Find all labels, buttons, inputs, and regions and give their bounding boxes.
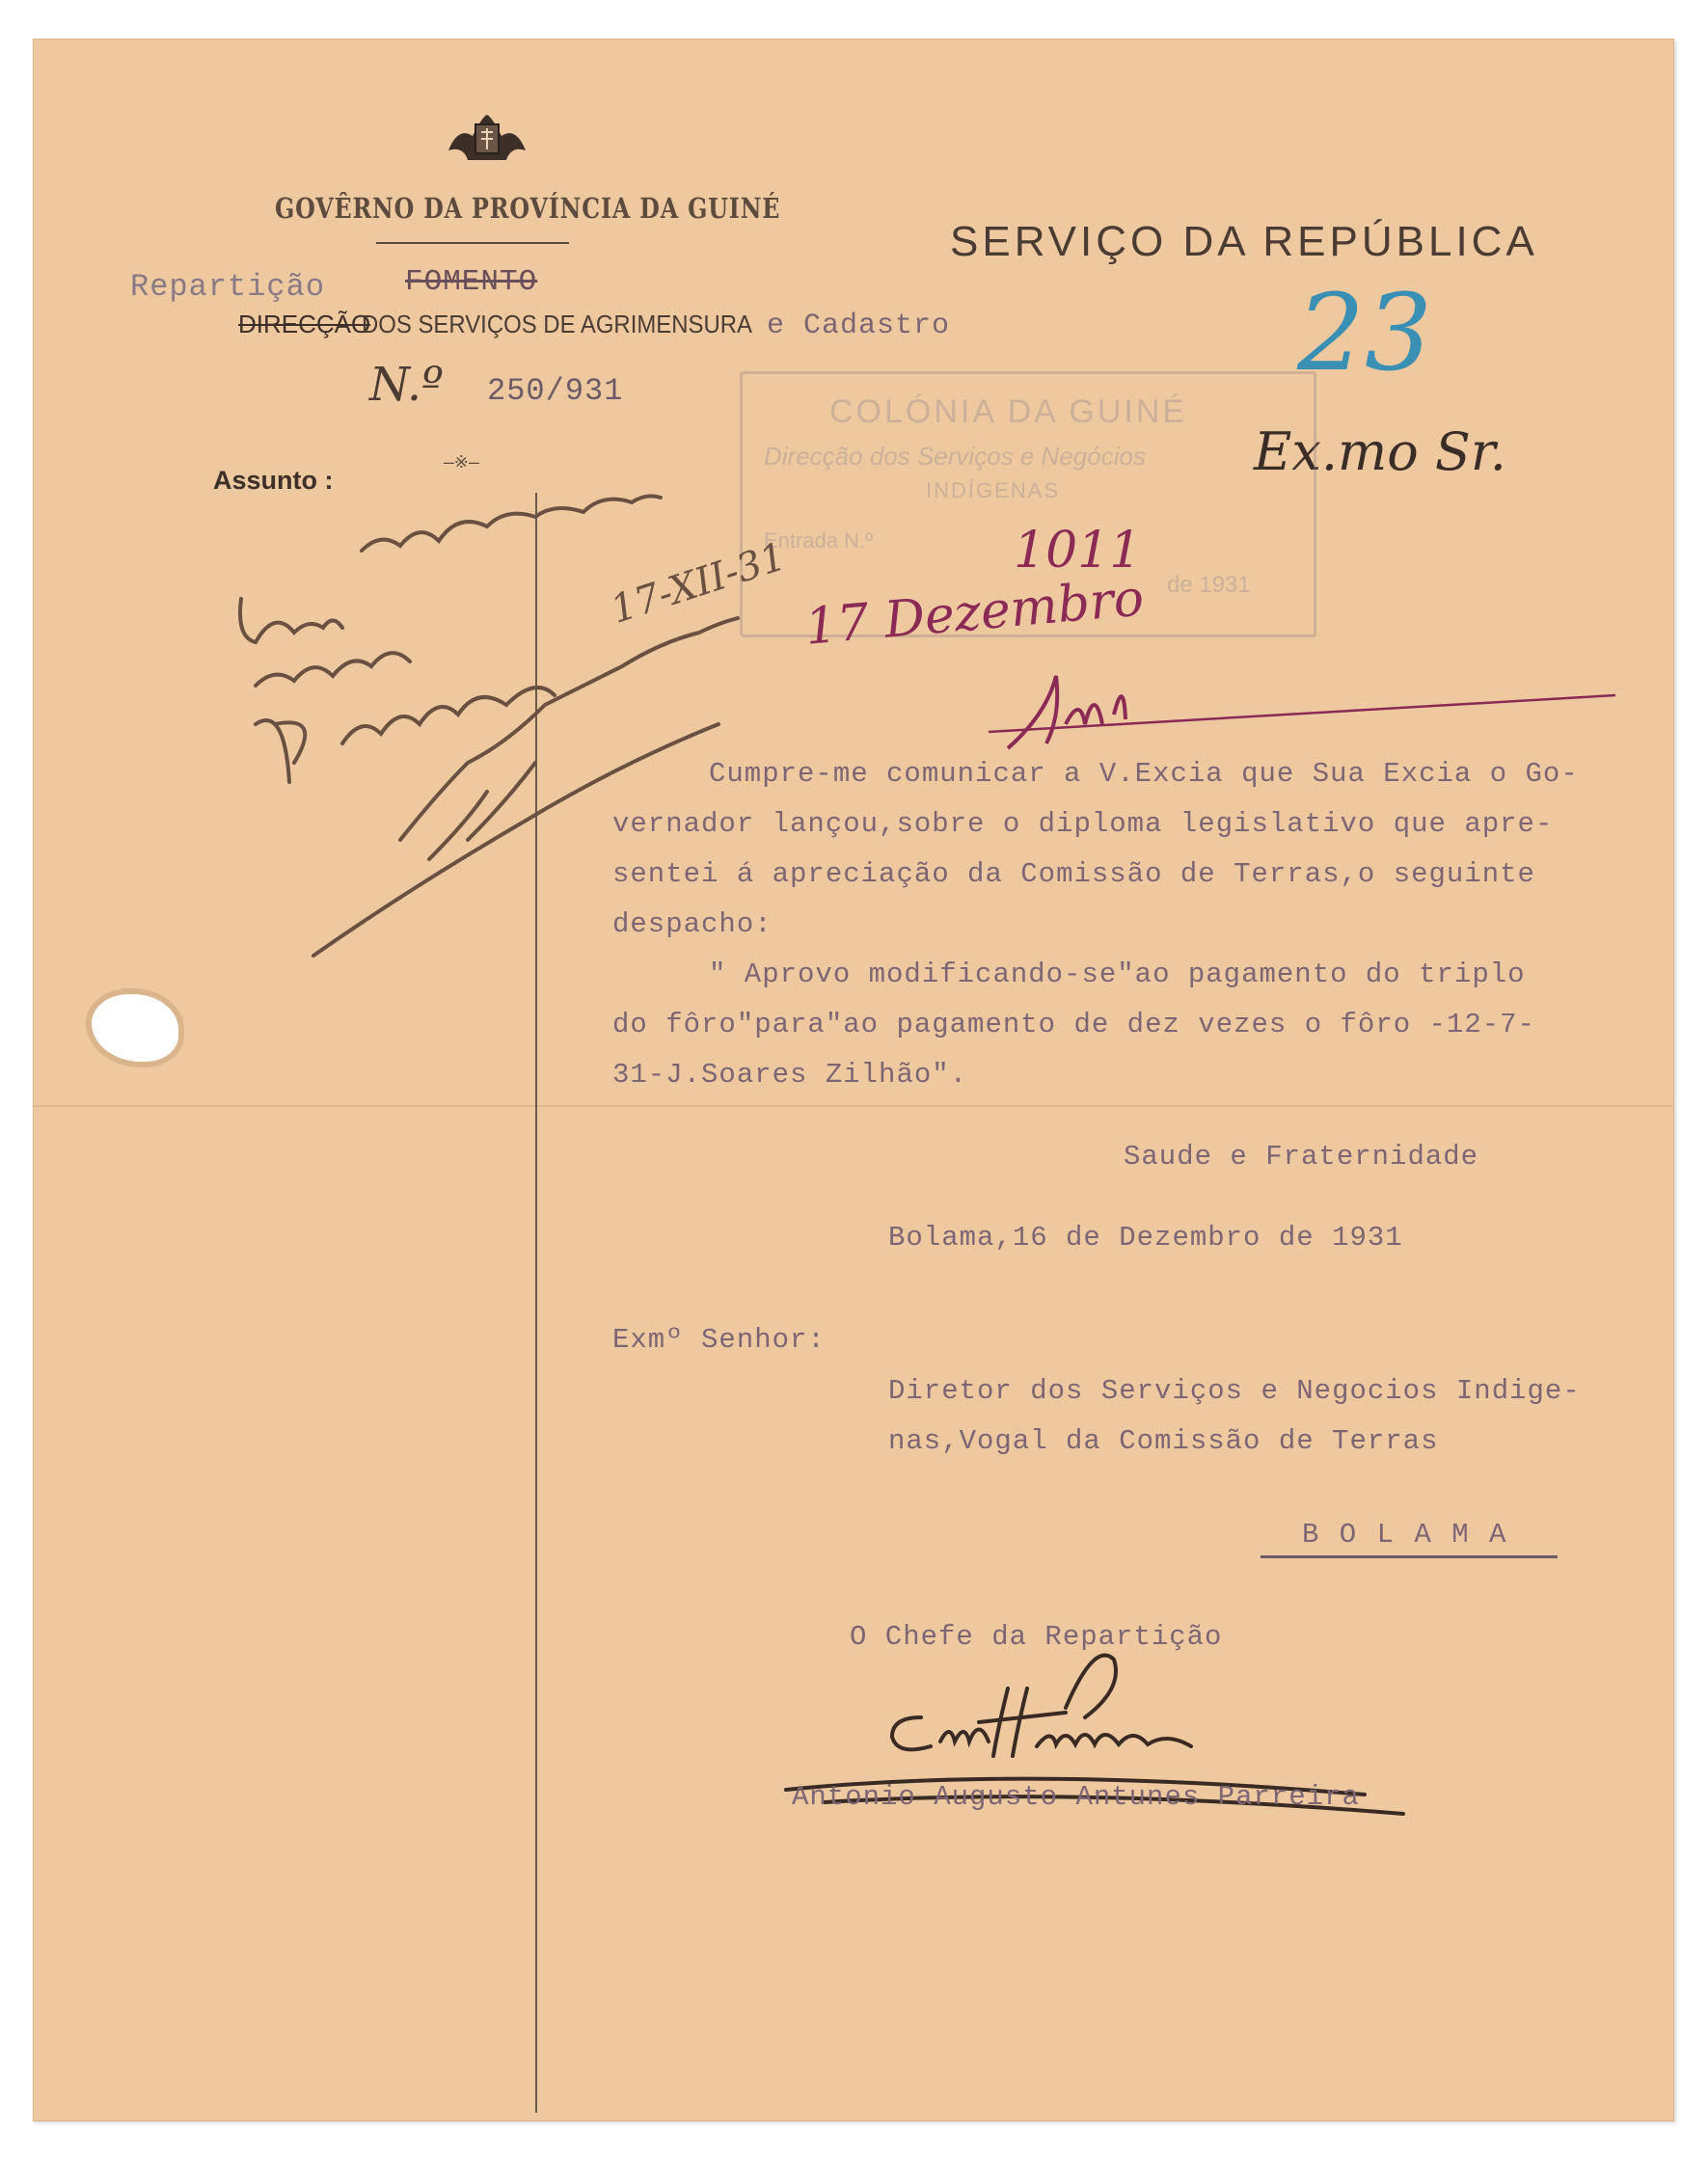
purple-initials	[989, 657, 1664, 763]
repartition-label: Repartição	[130, 269, 326, 305]
reference-number: 250/931	[487, 373, 624, 409]
direction-addition: e Cadastro	[767, 310, 951, 342]
body-line-4: despacho:	[612, 908, 773, 940]
subject-label: Assunto :	[213, 466, 334, 495]
government-heading: GOVÊRNO DA PROVÍNCIA DA GUINÉ	[275, 192, 781, 225]
stamp-year: de 1931	[1167, 572, 1251, 598]
quote-line-3: 31-J.Soares Zilhão".	[612, 1059, 968, 1091]
stamp-entry-date: 17 Dezembro	[802, 569, 1147, 657]
stamp-line-2: Direcção dos Serviços e Negócios	[764, 442, 1146, 471]
service-heading: SERVIÇO DA REPÚBLICA	[950, 218, 1538, 265]
salutation: Ex.mo Sr.	[1254, 421, 1506, 482]
stamp-entry-number: 1011	[1014, 522, 1142, 580]
city-underline	[1261, 1555, 1558, 1558]
margin-note-date: 17-XII-31	[605, 534, 792, 633]
body-line-2: vernador lançou,sobre o diploma legislativo que apre-	[612, 808, 1554, 840]
body-line-1: Cumpre-me comunicar a V.Excia que Sua Excia o Go-	[709, 758, 1579, 790]
subject-ornament: —※—	[444, 454, 479, 473]
repartition-name: FOMENTO	[405, 265, 538, 299]
addressee-line-2: nas,Vogal da Comissão de Terras	[888, 1425, 1439, 1457]
letter-sheet	[33, 39, 1674, 2121]
addressee-city: B O L A M A	[1302, 1519, 1508, 1551]
addressee-label: Exmº Senhor:	[612, 1324, 826, 1356]
stamp-line-3: INDÍGENAS	[926, 478, 1061, 502]
direction-title: DOS SERVIÇOS DE AGRIMENSURA	[362, 310, 752, 338]
stamp-line-1: COLÓNIA DA GUINÉ	[829, 393, 1188, 430]
direction-struck: DIRECÇÃO	[238, 310, 371, 338]
coat-of-arms-icon	[439, 107, 535, 175]
paper-fold	[34, 1105, 1673, 1107]
stamp-line-4: Entrada N.º	[764, 528, 874, 553]
paper-hole	[92, 994, 178, 1062]
heading-rule	[376, 242, 569, 244]
number-label: N.º	[369, 358, 444, 412]
quote-line-2: do fôro"para"ao pagamento de dez vezes o fôro -12-7-	[612, 1009, 1535, 1040]
signature-title: O Chefe da Repartição	[850, 1621, 1223, 1653]
signatory-name: Antonio Augusto Antunes Parreira	[792, 1781, 1360, 1813]
body-line-3: sentei á apreciação da Comissão de Terras,o seguinte	[612, 858, 1535, 890]
addressee-line-1: Diretor dos Serviços e Negocios Indige-	[888, 1375, 1581, 1407]
blue-pencil-number: 23	[1297, 271, 1432, 394]
greeting: Saude e Fraternidade	[1124, 1141, 1479, 1173]
date-line: Bolama,16 de Dezembro de 1931	[888, 1222, 1403, 1254]
quote-line-1: " Aprovo modificando-se"ao pagamento do triplo	[709, 958, 1526, 990]
